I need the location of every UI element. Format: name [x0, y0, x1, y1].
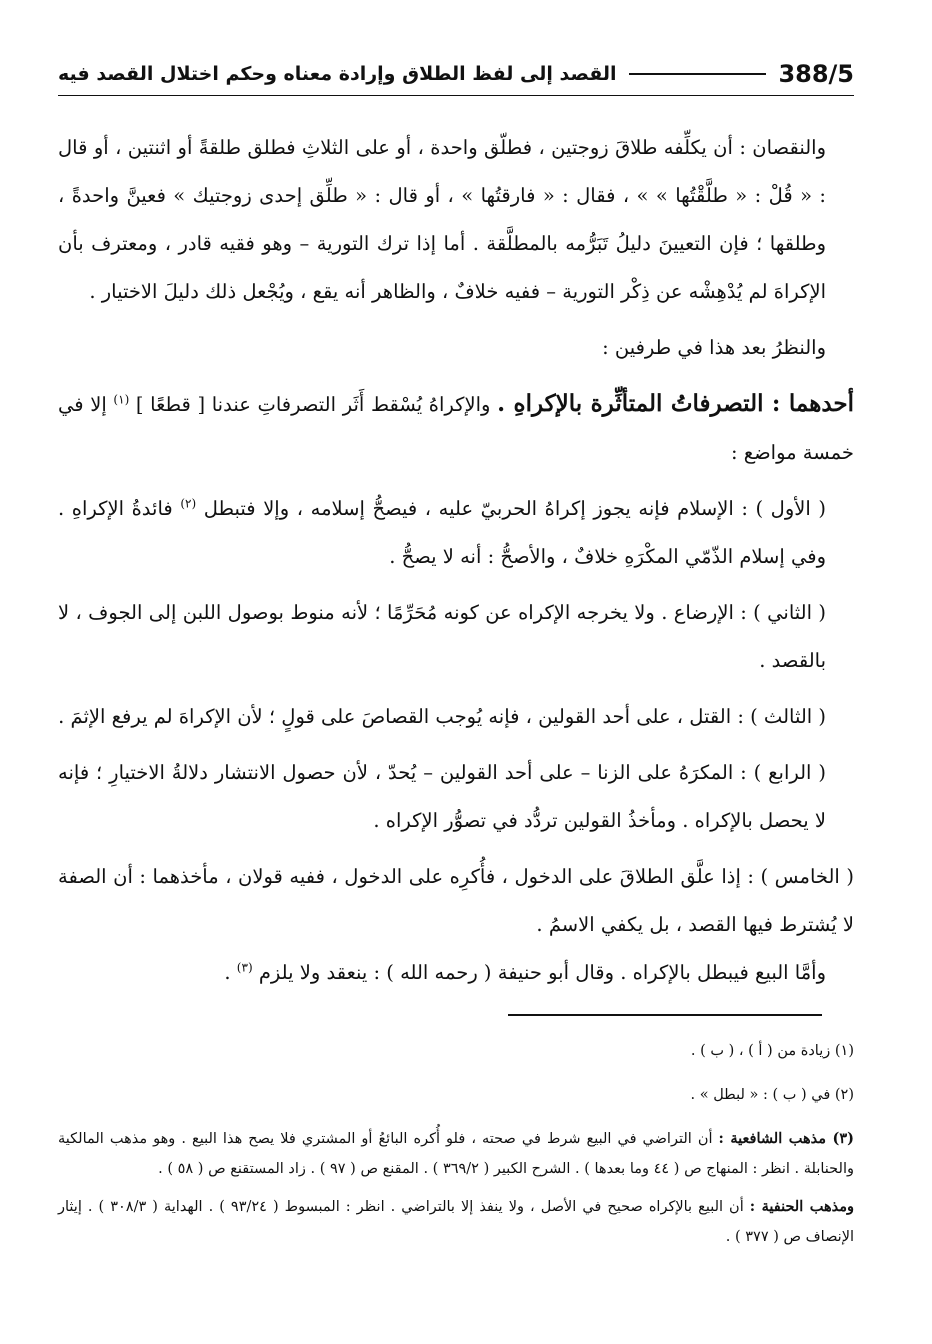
footnote-1: (١) زيادة من ( أ ) ، ( ب ) . [690, 1043, 854, 1059]
first-case-text: ( الأول ) : الإسلام فإنه يجوز إكراهُ الحربيّ عليه ، فيصحُّ إسلامه ، وإلا فتبطل [203, 497, 826, 520]
sale-text: وأمَّا البيع فيبطل بالإكراه . وقال أبو حنيفة ( رحمه الله ) : ينعقد ولا يلزم [258, 961, 826, 984]
paragraph-first-side-text: والإكراهُ يُسْقط أَثَر التصرفاتِ عندنا [ قطعًا ] [135, 393, 491, 416]
paragraph-first-side-end: إلا في خمسة مواضع : [58, 393, 854, 464]
header-line [629, 73, 767, 75]
footnote-3 [58, 1124, 854, 1184]
footnote-3-label: (٣) مذهب الشافعية : [718, 1130, 854, 1147]
sale-end: . [224, 961, 231, 984]
footnote-3-hanafi [58, 1192, 854, 1252]
footnote-ref-2[interactable]: (٢) [180, 496, 197, 511]
header-title: القصد إلى لفظ الطلاق وإرادة معناه وحكم اختلال القصد فيه [58, 63, 617, 85]
paragraph-fifth-case: ( الخامس ) : إذا علَّق الطلاقَ على الدخول ، فأُكرِه على الدخول ، ففيه قولان ، مأخذهما : أن الصفة لا يُشترط فيها القصد ، بل يكفي الاسمُ . [58, 865, 854, 936]
footnotes [58, 1036, 854, 1266]
paragraph-third-case: ( الثالث ) : القتل ، على أحد القولين ، فإنه يُوجب القصاصَ على قولٍ ؛ لأن الإكراهَ لم يرفع الإثمَ . [58, 705, 826, 728]
footnote-ref-1[interactable]: (١) [113, 392, 130, 407]
main-text [58, 124, 854, 997]
paragraph-first-case [58, 485, 854, 581]
footnote-3-hanafi-text: أن البيع بالإكراه صحيح في الأصل ، ولا ينفذ إلا بالتراضي . انظر : المبسوط ( ٩٣/٢٤ ) . الهداية ( ٣٠٨/٣ ) . إيثار الإنصاف ص ( ٣٧٧ ) . [58, 1199, 854, 1245]
paragraph-reduction: والنقصان : أن يكلِّفه طلاقَ زوجتين ، فطلّق واحدة ، أو على الثلاثِ فطلق طلقةً أو اثنتين ، أو قال : « قُلْ : « طلَّقْتُها » » ، فقال : « فارقتُها » ، أو قال : « طلِّق إحدى زوجتيك » فعينَّ واحدةً ، وطلقها ؛ فإن التعيينَ دليلُ تَبَرُّمه بالمطلَّقة . أما إذا ترك التورية – وهو فقيه قادر ، ومعترف بأن الإكراهَ لم يُدْهِشْه عن ذِكْر التورية – ففيه خلافٌ ، والظاهر أنه يقع ، ويُجْعل ذلك دليلَ الاختيار . [58, 136, 826, 303]
paragraph-second-case: ( الثاني ) : الإرضاع . ولا يخرجه الإكراه عن كونه مُحَرِّمًا ؛ لأنه منوط بوصول اللبن إلى الجوف ، لا بالقصد . [58, 601, 826, 672]
page-number: 388/5 [778, 60, 854, 88]
footnote-rule [508, 1014, 822, 1016]
first-case-end: فائدةُ الإكراهِ . وفي إسلام الذّمّي المكْرَهِ خلافٌ ، والأصحُّ : أنه لا يصحُّ . [58, 497, 826, 568]
running-header [58, 56, 854, 92]
header-rule [58, 95, 854, 96]
footnote-3-hanafi-label: ومذهب الحنفية : [749, 1198, 854, 1215]
paragraph-fourth-case: ( الرابع ) : المكرَهُ على الزنا – على أحد القولين – يُحدّ ، لأن حصول الانتشار دلالةُ الاختيارِ ؛ فإنه لا يحصل بالإكراه . ومأخذُ القولين تردُّد في تصوُّر الإكراه . [58, 761, 826, 832]
paragraph-sale [58, 949, 854, 997]
footnote-2: (٢) في ( ب ) : « لبطل » . [690, 1087, 854, 1103]
footnote-ref-3[interactable]: (٣) [236, 960, 253, 975]
paragraph-first-side [58, 380, 854, 477]
paragraph-two-sides: والنظرُ بعد هذا في طرفين : [602, 336, 826, 359]
section-heading: أحدهما : التصرفاتُ المتأثِّرة بالإكراهِ . [497, 390, 854, 417]
footnote-3-text: أن التراضي في البيع شرط في صحته ، فلو أُكره البائعُ أو المشتري فلا يصح هذا البيع . وهو مذهب المالكية والحنابلة . انظر : المنهاج ص ( ٤٤ وما بعدها ) . الشرح الكبير ( ٣٦٩/٢ ) . المقنع ص ( ٩٧ ) . زاد المستقنع ص ( ٥٨ ) . [58, 1131, 854, 1177]
